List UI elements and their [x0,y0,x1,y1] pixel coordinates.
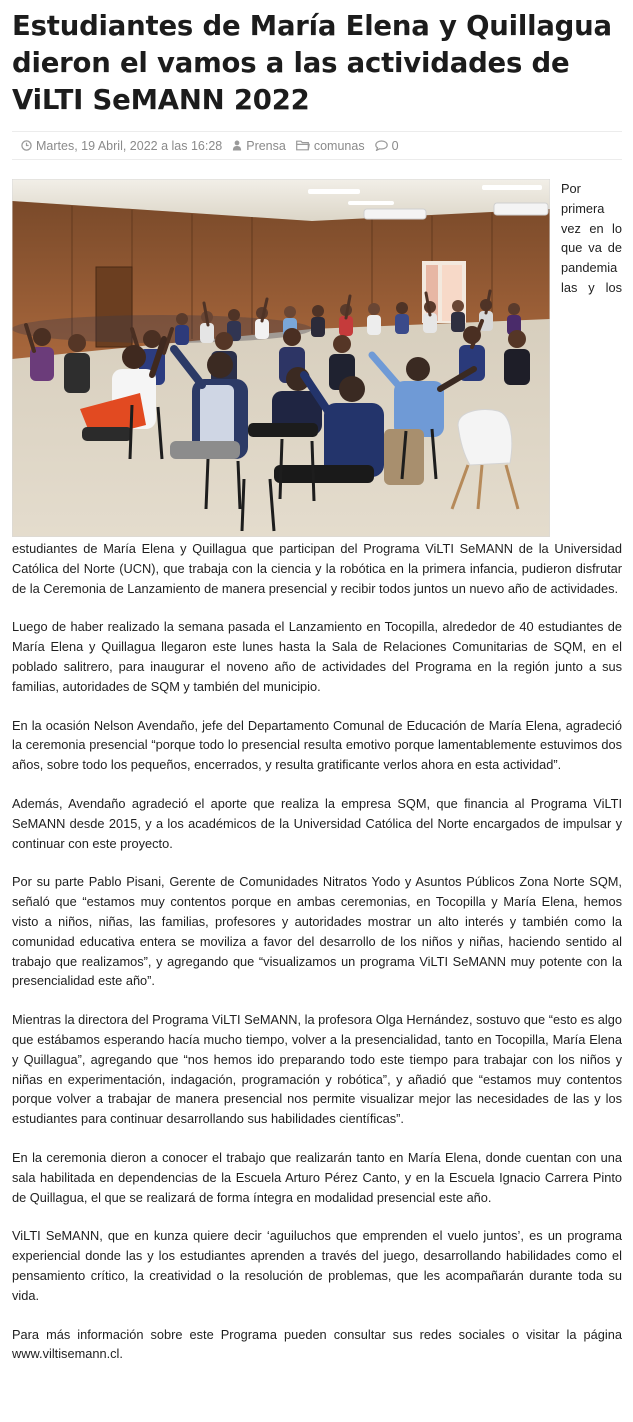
article-paragraph: En la ocasión Nelson Avendaño, jefe del Departamento Comunal de Educación de María Elena, agradeció la ceremonia presencial “porque todo lo presencial resulta emotivo porque lamentablemente estuvimos dos años, sobre todo los pequeños, encerrados, y resulta gratificante verlos ahora en esta actividad”. [12,717,622,773]
user-icon [232,140,242,151]
meta-date [21,139,222,153]
article-image [12,179,550,537]
article-paragraph: Para más información sobre este Programa pueden consultar sus redes sociales o visitar la página www.viltisemann.cl. [12,1326,622,1362]
clock-icon [21,140,32,151]
article-meta [12,131,622,160]
article-paragraph: Luego de haber realizado la semana pasada el Lanzamiento en Tocopilla, alrededor de 40 estudiantes de María Elena y Quillagua llegaron este lunes hasta la Sala de Relaciones Comunitarias de SQM, en el poblado salitrero, para inaugurar el noveno año de actividades del Programa en la región junto a sus familias, autoridades de SQM y también del municipio. [12,619,622,694]
event-photo-illustration [12,179,550,537]
article-paragraph: Mientras la directora del Programa ViLTI SeMANN, la profesora Olga Hernández, sostuvo que “esto es algo que estábamos esperando hacía mucho tiempo, volver a la presencialidad, tanto en Tocopilla, María Elena y Quillagua”, agregando que “nos hemos ido preparando todo este tiempo para trabajar con los niños y niñas en experimentación, indagación, programación y robótica”, y añadió que “estamos muy contentos porque volver a trabajar de manera presencial nos permite visualizar mejor las necesidades de las y los estudiantes para continuar desarrollando sus habilidades científicas”. [12,1012,622,1127]
article-paragraph: Por primera vez en lo que va de pandemia las y los estudiantes de María Elena y Quillagua que participan del Programa ViLTI SeMANN de la Universidad Católica del Norte (UCN), que trabaja con la ciencia y la robótica en la primera infancia, pudieron disfrutar de la Ceremonia de Lanzamiento de manera presencial y recibir todos juntos un nuevo año de actividades. [12,181,622,596]
article-body [12,179,622,1364]
article-paragraph: Por su parte Pablo Pisani, Gerente de Comunidades Nitratos Yodo y Asuntos Públicos Zona Norte SQM, señaló que “estamos muy contentos porque en ambas ceremonias, en Tocopilla y María Elena, hemos visto a niños, niñas, las familias, profesores y autoridades mostrar un alto interés y también como la comunidad educativa entera se moviliza a favor del desarrollo de los niños y niñas, haciendo sentido al trabajo que realizamos”, y agregando que “visualizamos un programa ViLTI SeMANN muy potente con la presencialidad este año”. [12,874,622,989]
meta-comments-count[interactable]: 0 [391,138,399,153]
comment-icon [375,140,388,151]
meta-date-text: Martes, 19 Abril, 2022 a las 16:28 [36,138,223,153]
article [12,0,622,1364]
article-paragraph: ViLTI SeMANN, que en kunza quiere decir ‘aguiluchos que emprenden el vuelo juntos’, es un programa experiencial donde las y los estudiantes aprenden a través del juego, desarrollando habilidades como el pensamiento crítico, la creatividad o la resolución de problemas, que les acompañarán durante toda su vida. [12,1228,622,1303]
meta-author[interactable] [232,139,286,153]
article-title: Estudiantes de María Elena y Quillagua dieron el vamos a las actividades de ViLTI SeMANN 2022 [12,10,612,116]
meta-comments[interactable] [375,139,399,153]
meta-category[interactable] [296,139,365,153]
folder-icon [296,140,310,151]
article-paragraph: Además, Avendaño agradeció el aporte que realiza la empresa SQM, que financia al Programa ViLTI SeMANN desde 2015, y a los académicos de la Universidad Católica del Norte encargados de impulsar y continuar con este proyecto. [12,795,622,851]
meta-category-link[interactable]: comunas [313,138,365,153]
meta-author-link[interactable]: Prensa [246,138,286,153]
article-paragraph: En la ceremonia dieron a conocer el trabajo que realizarán tanto en María Elena, donde cuentan con una sala habilitada en dependencias de la Escuela Arturo Pérez Canto, y en la Escuela Ignacio Carrera Pinto de Quillagua, el que se realizará de forma íntegra en modalidad presencial este año. [12,1149,622,1205]
